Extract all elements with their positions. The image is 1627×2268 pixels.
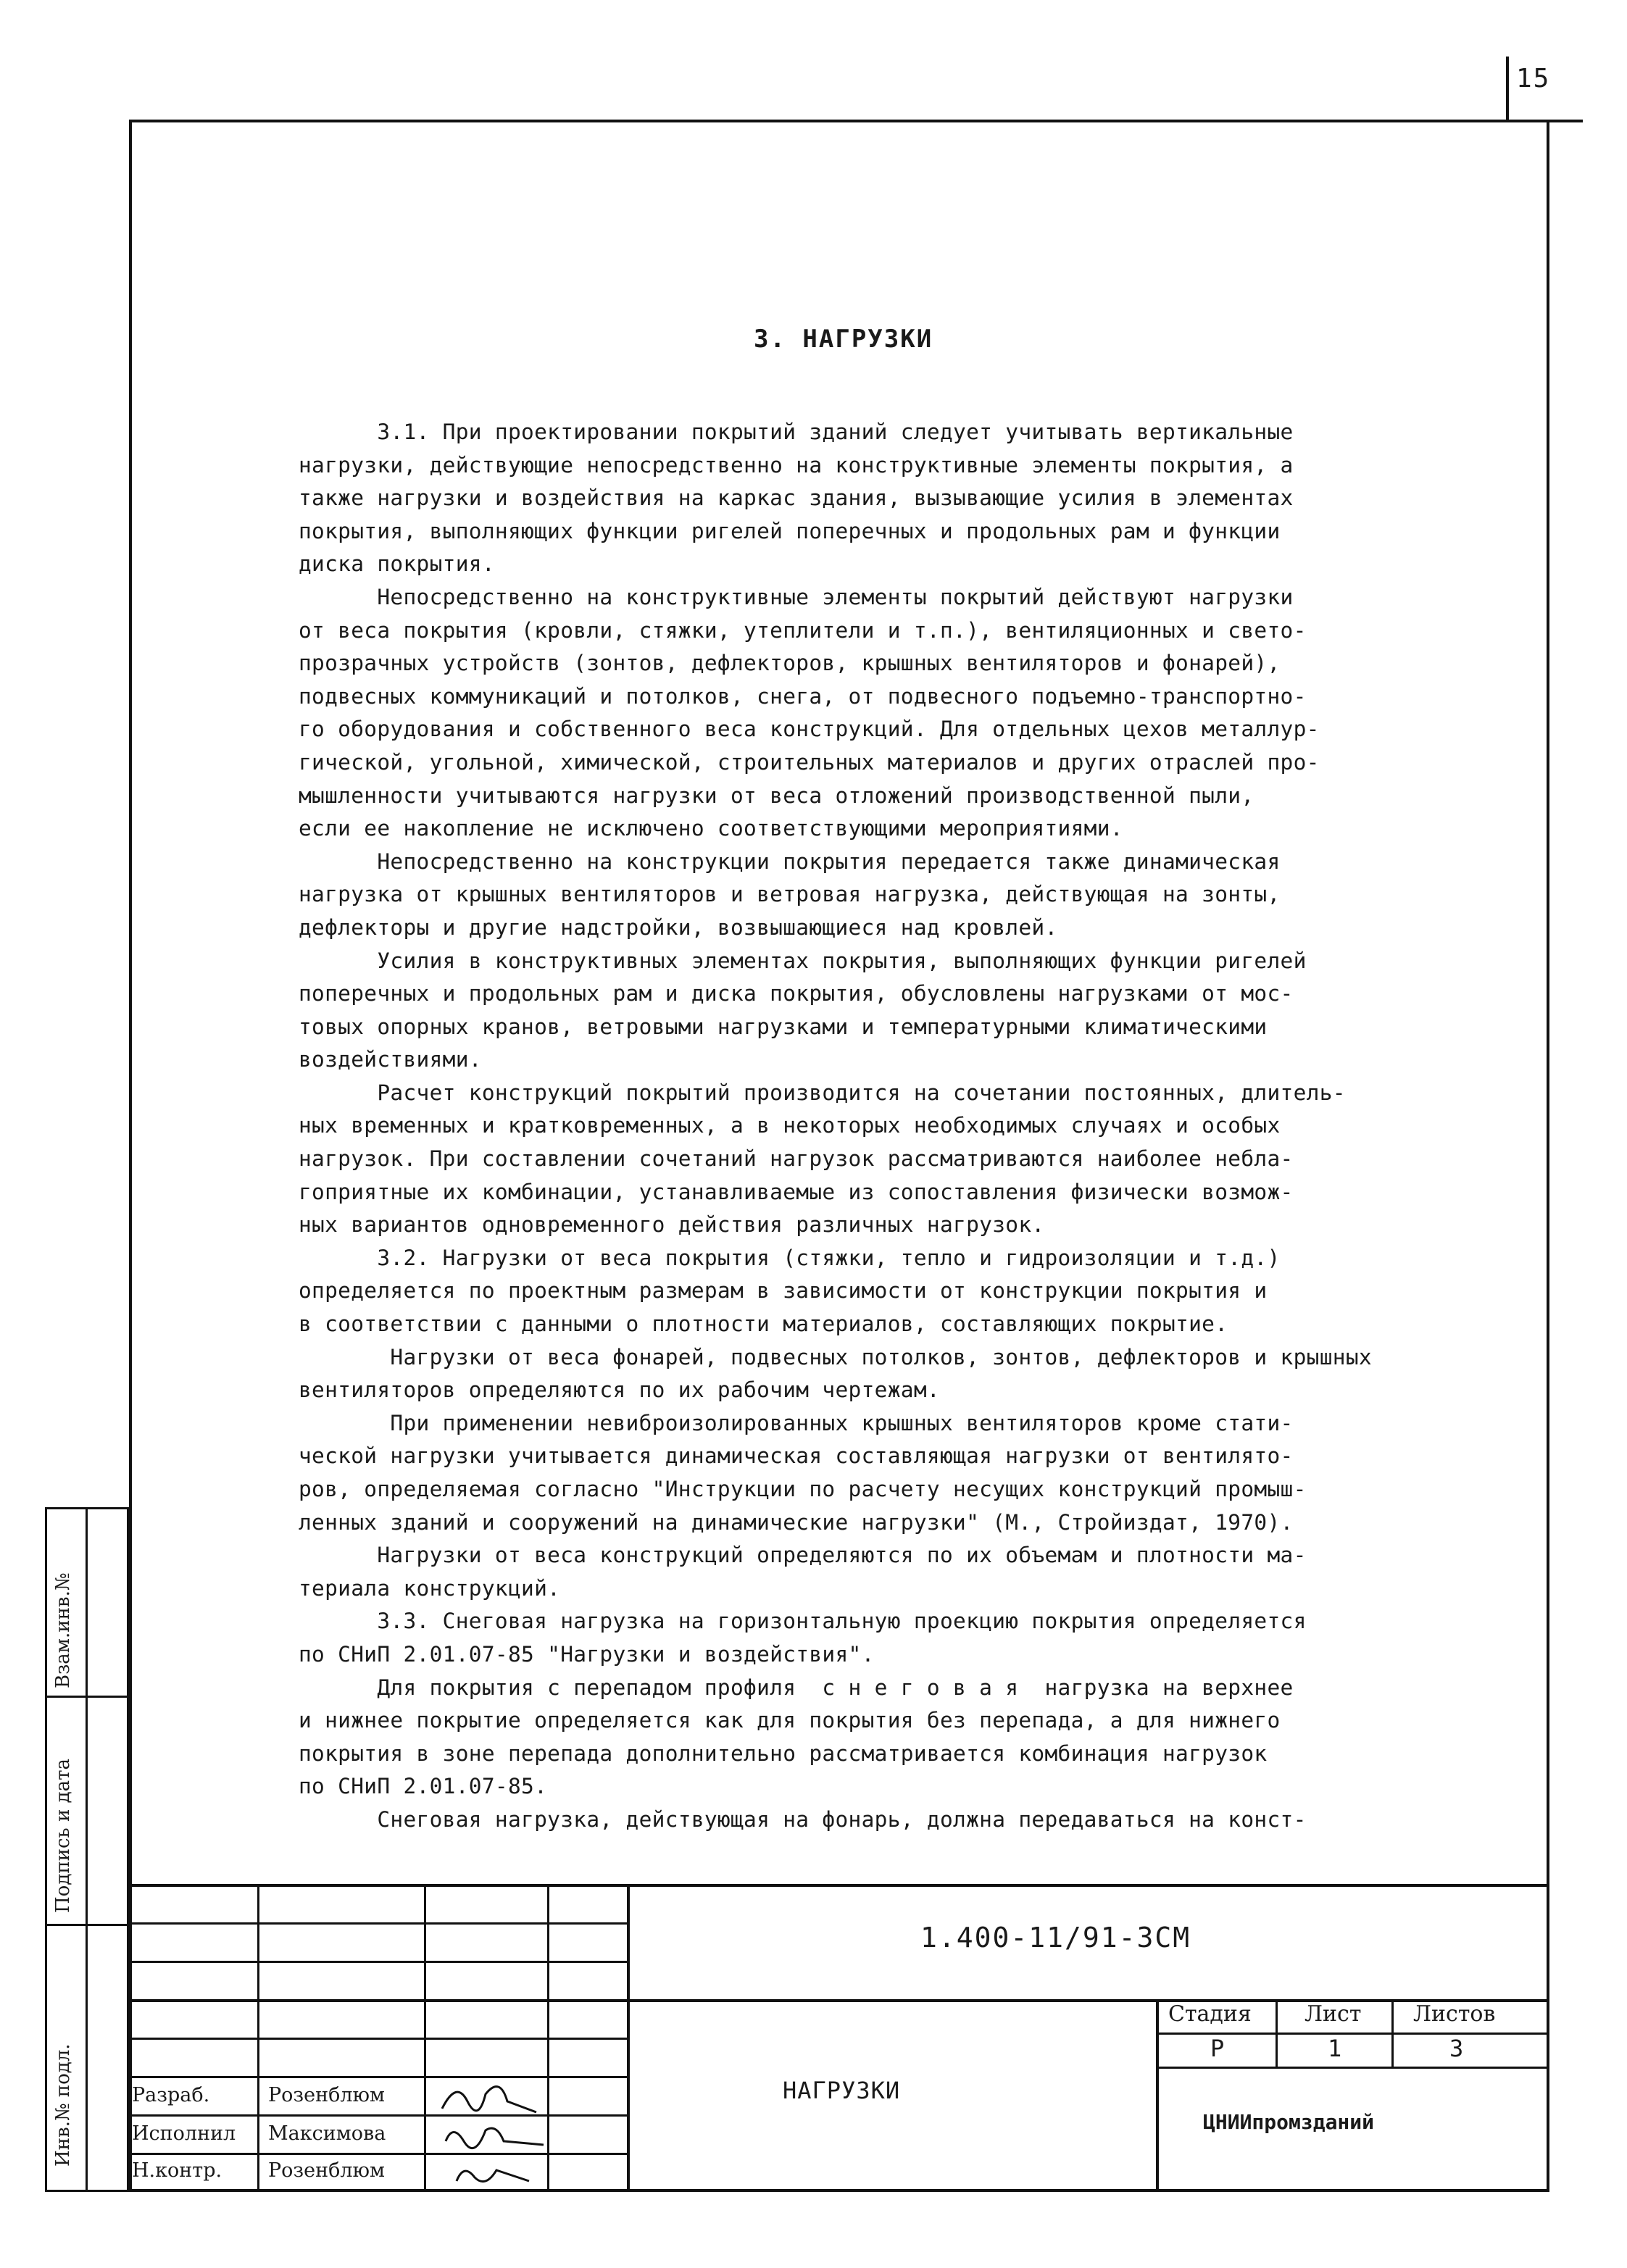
body-line: по СНиП 2.01.07-85. — [299, 1774, 548, 1799]
frame-top-extension — [1547, 120, 1583, 122]
signatures-image — [435, 2072, 551, 2192]
body-line: Снеговая нагрузка, действующая на фонарь, должна передаваться на конст- — [299, 1806, 1307, 1832]
organization: ЦНИИпромзданий — [1203, 2110, 1375, 2134]
sheets-value: 3 — [1449, 2035, 1464, 2062]
tb-hline — [129, 1922, 629, 1925]
body-line: гической, угольной, химической, строительных материалов и других отраслей про- — [299, 749, 1320, 775]
body-line: ных вариантов одновременного действия различных нагрузок. — [299, 1212, 1045, 1238]
tb-vline-right — [1156, 1999, 1159, 2192]
body-line: нагрузка от крышных вентиляторов и ветровая нагрузка, действующая на зонты, — [299, 882, 1281, 907]
page-number: 15 — [1516, 64, 1551, 93]
tb-hline — [129, 2114, 629, 2117]
tb-top-border — [129, 1884, 1549, 1887]
body-line: если ее накопление не исключено соответствующими мероприятиями. — [299, 816, 1123, 841]
body-line: 3.2. Нагрузки от веса покрытия (стяжки, тепло и гидроизоляции и т.д.) — [299, 1245, 1281, 1270]
tb-hline — [129, 2076, 629, 2078]
body-line: 3.3. Снеговая нагрузка на горизонтальную проекцию покрытия определяется — [299, 1609, 1307, 1634]
body-line: товых опорных кранов, ветровыми нагрузками и температурными климатическими — [299, 1014, 1268, 1039]
body-line: Усилия в конструктивных элементах покрытия, выполняющих функции ригелей — [299, 948, 1307, 973]
vzam-inv-label: Взам.инв.№ — [52, 1572, 74, 1688]
body-line: Непосредственно на конструктивные элементы покрытий действуют нагрузки — [299, 584, 1294, 609]
tb-hline-right — [1156, 2067, 1549, 2069]
body-line: ленных зданий и сооружений на динамические нагрузки" (М., Стройиздат, 1970). — [299, 1509, 1294, 1535]
body-line: го оборудования и собственного веса конструкций. Для отдельных цехов металлур- — [299, 717, 1320, 742]
tb-hline — [129, 2038, 629, 2040]
body-line: Нагрузки от веса фонарей, подвесных потолков, зонтов, дефлекторов и крышных — [299, 1344, 1372, 1369]
tb-hline — [129, 1961, 629, 1963]
body-line: в соответствии с данными о плотности материалов, составляющих покрытие. — [299, 1312, 1228, 1337]
body-line: по СНиП 2.01.07-85 "Нагрузки и воздействия". — [299, 1641, 875, 1667]
body-line: При применении невиброизолированных крышных вентиляторов кроме стати- — [299, 1410, 1294, 1435]
body-line: покрытия в зоне перепада дополнительно рассматривается комбинация нагрузок — [299, 1740, 1268, 1766]
sheet-header: Лист — [1304, 2001, 1362, 2027]
name-razrab: Розенблюм — [268, 2084, 386, 2106]
document-code: 1.400-11/91-3СМ — [920, 1922, 1191, 1954]
name-ispolnil: Максимова — [268, 2122, 386, 2145]
body-line: нагрузки, действующие непосредственно на конструктивные элементы покрытия, а — [299, 452, 1294, 478]
side-stamp-separator — [45, 1924, 129, 1926]
body-text — [299, 416, 1545, 1837]
stage-value: Р — [1210, 2035, 1225, 2062]
podpis-data-label: Подпись и дата — [52, 1759, 74, 1913]
body-line: определяется по проектным размерам в зависимости от конструкции покрытия и — [299, 1278, 1268, 1304]
body-line: 3.1. При проектировании покрытий зданий следует учитывать вертикальные — [299, 420, 1294, 444]
body-line: териала конструкций. — [299, 1575, 561, 1601]
role-nkontr: Н.контр. — [132, 2159, 222, 2182]
name-nkontr: Розенблюм — [268, 2159, 386, 2182]
stage-header: Стадия — [1168, 2001, 1252, 2027]
tb-hline — [129, 2153, 629, 2155]
body-line: мышленности учитываются нагрузки от веса отложений производственной пыли, — [299, 783, 1254, 808]
side-stamp-separator — [45, 1696, 129, 1698]
body-line: прозрачных устройств (зонтов, дефлекторов, крышных вентиляторов и фонарей), — [299, 651, 1281, 676]
body-line: ров, определяемая согласно "Инструкции по расчету несущих конструкций промыш- — [299, 1477, 1307, 1501]
section-heading: 3. НАГРУЗКИ — [754, 325, 933, 354]
role-razrab: Разраб. — [132, 2084, 210, 2106]
role-ispolnil: Исполнил — [132, 2122, 236, 2145]
body-line: Для покрытия с перепадом профиля с н е г о в а я нагрузка на верхнее — [299, 1675, 1294, 1700]
body-line: нагрузок. При составлении сочетаний нагрузок рассматриваются наиболее небла- — [299, 1146, 1294, 1172]
body-line: и нижнее покрытие определяется как для покрытия без перепада, а для нижнего — [299, 1708, 1281, 1733]
sheet-value: 1 — [1328, 2035, 1342, 2062]
body-line: подвесных коммуникаций и потолков, снега, от подвесного подъемно-транспортно- — [299, 683, 1307, 709]
body-line: диска покрытия. — [299, 551, 495, 577]
body-line: Нагрузки от веса конструкций определяются по их объемам и плотности ма- — [299, 1543, 1307, 1568]
body-line: поперечных и продольных рам и диска покрытия, обусловлены нагрузками от мос- — [299, 981, 1294, 1006]
body-line: ных временных и кратковременных, а в некоторых необходимых случаях и особых — [299, 1113, 1281, 1138]
body-line: Расчет конструкций покрытий производится на сочетании постоянных, длитель- — [299, 1080, 1346, 1105]
body-line: также нагрузки и воздействия на каркас здания, вызывающие усилия в элементах — [299, 485, 1294, 511]
body-line: гоприятные их комбинации, устанавливаемые из сопоставления физически возмож- — [299, 1179, 1294, 1204]
inv-podl-label: Инв.№ подл. — [52, 2043, 74, 2167]
body-line: Непосредственно на конструкции покрытия передается также динамическая — [299, 849, 1281, 874]
body-line: ческой нагрузки учитывается динамическая составляющая нагрузки от вентилято- — [299, 1443, 1294, 1469]
body-line: вентиляторов определяются по их рабочим чертежам. — [299, 1377, 940, 1403]
sheets-header: Листов — [1413, 2001, 1496, 2027]
body-line: дефлекторы и другие надстройки, возвышающиеся над кровлей. — [299, 914, 1058, 940]
tb-vline-right — [1391, 1999, 1394, 2067]
document-title: НАГРУЗКИ — [783, 2077, 901, 2104]
body-line: от веса покрытия (кровли, стяжки, утеплители и т.п.), вентиляционных и свето- — [299, 617, 1307, 643]
body-line: покрытия, выполняющих функции ригелей поперечных и продольных рам и функции — [299, 518, 1281, 543]
tb-vline-right — [1276, 1999, 1278, 2067]
side-stamp-divider — [86, 1507, 88, 2192]
body-line: воздействиями. — [299, 1047, 482, 1072]
